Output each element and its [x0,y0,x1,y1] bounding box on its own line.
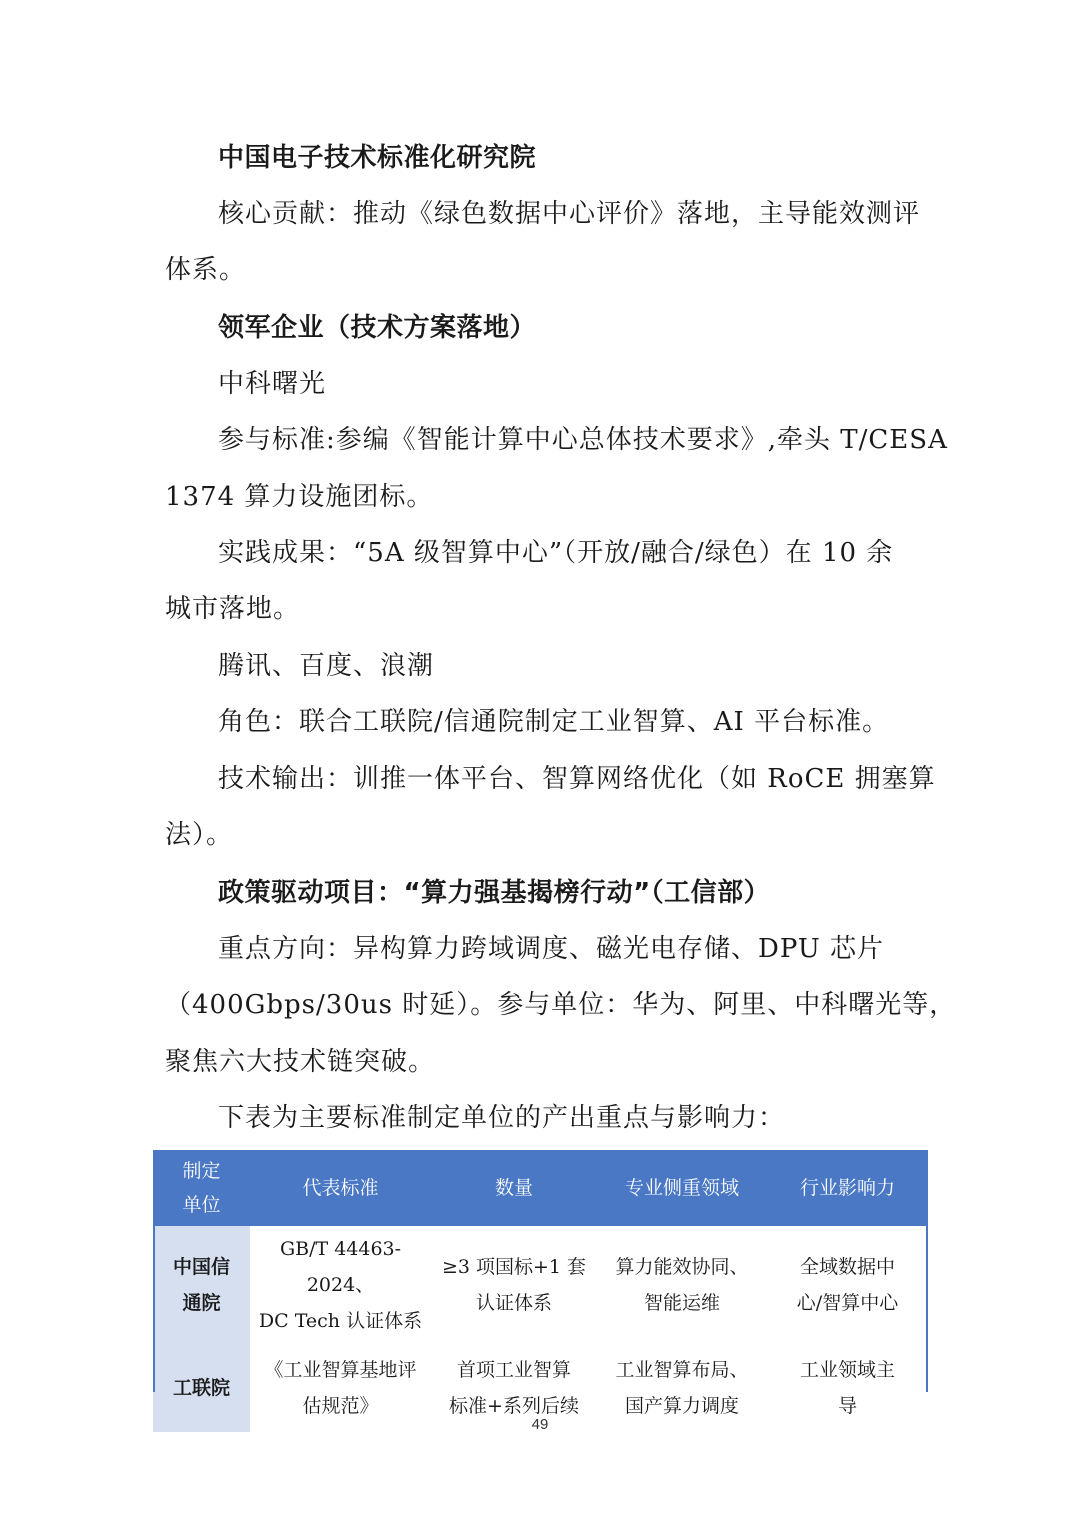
header-impact: 行业影响力 [767,1150,928,1226]
header-field: 专业侧重领域 [597,1150,767,1226]
standards-table [153,1150,928,1432]
header-unit [153,1150,250,1226]
table-row [153,1226,928,1344]
table-header-row [153,1150,928,1226]
page-number: 49 [531,1416,549,1433]
focus-line-3: 聚焦六大技术链突破。 [165,1047,436,1077]
cell-unit [153,1226,250,1344]
cell-standard-line-2: DC Tech 认证体系 [258,1310,423,1332]
cell-standard [250,1226,431,1344]
cell-standard-line-1: 《工业智算基地评 [264,1359,417,1381]
heading-leading-enterprises: 领军企业（技术方案落地） [218,313,537,343]
cell-impact-line-2: 导 [837,1395,857,1417]
cell-quantity [431,1226,597,1344]
cell-quantity-line-1: 首项工业智算 [456,1359,571,1381]
sugon-name: 中科曙光 [218,369,327,399]
cell-quantity-line-1: ≥3 项国标+1 套 [441,1256,587,1278]
header-unit-line-2: 单位 [182,1194,221,1216]
sugon-standard-line-1: 参与标准:参编《智能计算中心总体技术要求》,牵头 T/CESA [218,425,948,455]
cell-unit-line-2: 通院 [182,1292,221,1314]
table-intro: 下表为主要标准制定单位的产出重点与影响力： [218,1103,786,1133]
focus-line-2: （400Gbps/30us 时延）。参与单位：华为、阿里、中科曙光等， [165,990,957,1020]
heading-cesi: 中国电子技术标准化研究院 [218,143,537,173]
cell-field-line-1: 算力能效协同、 [615,1256,749,1278]
cesi-contribution-line-1: 核心贡献：推动《绿色数据中心评价》落地，主导能效测评 [218,199,921,229]
cell-quantity-line-2: 认证体系 [475,1292,552,1314]
tech-output-line-2: 法）。 [165,820,234,850]
cell-field-line-1: 工业智算布局、 [615,1359,749,1381]
cell-field-line-2: 智能运维 [643,1292,720,1314]
cell-field-line-2: 国产算力调度 [624,1395,739,1417]
cell-standard-line-2: 估规范》 [302,1395,379,1417]
header-standard: 代表标准 [250,1150,431,1226]
cell-unit-line-1: 工联院 [172,1377,230,1399]
sugon-practice-line-1: 实践成果：“5A 级智算中心”（开放/融合/绿色）在 10 余 [218,538,894,568]
cell-impact-line-1: 工业领域主 [799,1359,895,1381]
header-unit-line-1: 制定 [182,1160,221,1182]
companies-list: 腾讯、百度、浪潮 [218,651,435,681]
cell-impact-line-1: 全域数据中 [799,1256,895,1278]
cell-impact-line-2: 心/智算中心 [796,1292,899,1314]
focus-line-1: 重点方向：异构算力跨域调度、磁光电存储、DPU 芯片 [218,934,885,964]
cell-standard-line-1: GB/T 44463-2024、 [279,1238,402,1296]
cell-field [597,1226,767,1344]
cell-quantity-line-2: 标准+系列后续 [449,1395,579,1417]
sugon-standard-line-2: 1374 算力设施团标。 [165,482,434,512]
heading-policy-project: 政策驱动项目：“算力强基揭榜行动”（工信部） [218,878,771,908]
cesi-contribution-line-2: 体系。 [165,255,247,285]
cell-impact [767,1226,928,1344]
header-quantity: 数量 [431,1150,597,1226]
role-line: 角色：联合工联院/信通院制定工业智算、AI 平台标准。 [218,707,890,737]
tech-output-line-1: 技术输出：训推一体平台、智算网络优化（如 RoCE 拥塞算 [218,764,936,794]
sugon-practice-line-2: 城市落地。 [165,594,301,624]
cell-unit-line-1: 中国信 [172,1256,230,1278]
